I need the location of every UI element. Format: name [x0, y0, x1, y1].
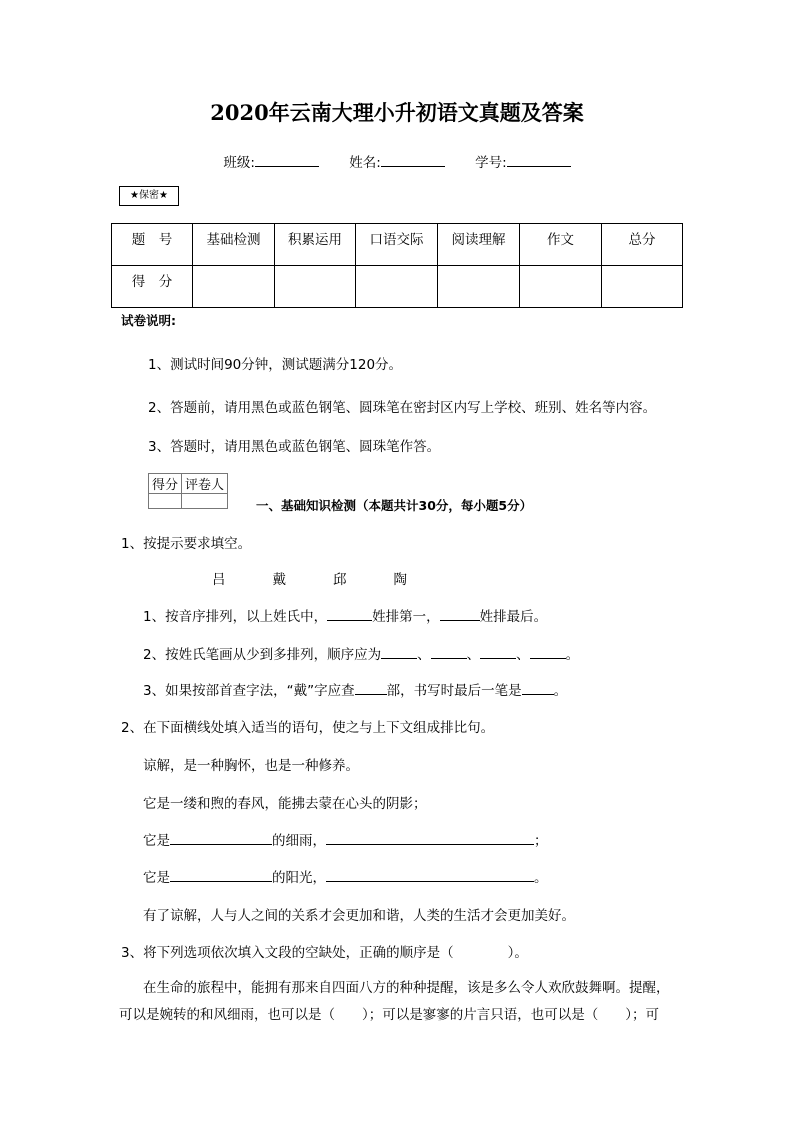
id-blank [507, 154, 571, 167]
answer-blank[interactable] [381, 646, 417, 659]
section-heading: 一、基础知识检测（本题共计30分，每小题5分） [256, 498, 533, 513]
class-label: 班级: [223, 155, 255, 171]
surname: 戴 [272, 572, 286, 588]
question-1-sub-3: 3、如果按部首查字法，“戴”字应查 部，书写时最后一笔是 。 [143, 683, 568, 699]
score-table-header: 口语交际 [356, 224, 438, 266]
score-row-label: 得 分 [112, 266, 193, 308]
score-table-header: 基础检测 [193, 224, 275, 266]
question-2-fill-line: 它是 的细雨， ； [143, 833, 548, 849]
question-2-fill-line: 它是 的阳光， 。 [143, 870, 548, 886]
name-label: 姓名: [349, 155, 381, 171]
grader-box [148, 473, 228, 509]
surname: 邱 [333, 572, 347, 588]
question-1-prompt: 1、按提示要求填空。 [121, 536, 252, 552]
surname: 陶 [393, 572, 407, 588]
answer-blank[interactable] [170, 832, 272, 845]
answer-blank[interactable] [170, 869, 272, 882]
answer-blank[interactable] [327, 608, 372, 621]
answer-blank[interactable] [355, 682, 387, 695]
score-table-header: 总分 [602, 224, 683, 266]
score-cell[interactable] [275, 266, 356, 308]
score-table-header: 积累运用 [275, 224, 356, 266]
surname-list [212, 568, 454, 588]
answer-blank[interactable] [326, 832, 534, 845]
question-2-prompt: 2、在下面横线处填入适当的语句，使之与上下文组成排比句。 [121, 720, 495, 736]
question-1-sub-2: 2、按姓氏笔画从少到多排列，顺序应为 、 、 、 。 [143, 647, 580, 663]
answer-blank[interactable] [480, 646, 516, 659]
score-table-header: 阅读理解 [438, 224, 520, 266]
question-2-line: 谅解，是一种胸怀，也是一种修养。 [143, 758, 359, 774]
question-2-line: 有了谅解，人与人之间的关系才会更加和谐，人类的生活才会更加美好。 [143, 908, 575, 924]
score-cell[interactable] [356, 266, 438, 308]
answer-blank[interactable] [522, 682, 554, 695]
score-table [111, 223, 683, 308]
name-blank [381, 154, 445, 167]
score-table-header-row [112, 224, 683, 266]
score-table-score-row [112, 266, 683, 308]
class-blank [255, 154, 319, 167]
secret-badge: ★保密★ [119, 186, 179, 206]
question-2-line: 它是一缕和煦的春风，能拂去蒙在心头的阴影； [143, 796, 427, 812]
grader-name-label: 评卷人 [182, 474, 228, 494]
score-cell[interactable] [438, 266, 520, 308]
grader-score-label: 得分 [149, 474, 182, 494]
score-cell[interactable] [520, 266, 602, 308]
score-cell[interactable] [602, 266, 683, 308]
question-3-passage: 在生命的旅程中，能拥有那来自四面八方的种种提醒，该是多么令人欢欣鼓舞啊。提醒， [143, 980, 670, 996]
student-info-line [0, 151, 794, 171]
page-title: 2020年云南大理小升初语文真题及答案 [210, 100, 584, 125]
question-1-sub-1: 1、按音序排列，以上姓氏中， 姓排第一， 姓排最后。 [143, 609, 548, 625]
score-table-header: 题 号 [112, 224, 193, 266]
instruction-item: 3、答题时，请用黑色或蓝色钢笔、圆珠笔作答。 [148, 439, 441, 455]
answer-blank[interactable] [326, 869, 534, 882]
answer-blank[interactable] [440, 608, 480, 621]
answer-blank[interactable] [530, 646, 566, 659]
grader-score-cell[interactable] [149, 494, 182, 509]
instruction-item: 1、测试时间90分钟，测试题满分120分。 [148, 357, 403, 373]
grader-name-cell[interactable] [182, 494, 228, 509]
instruction-item: 2、答题前，请用黑色或蓝色钢笔、圆珠笔在密封区内写上学校、班别、姓名等内容。 [148, 400, 657, 416]
question-3-passage: 可以是婉转的和风细雨，也可以是（ ）；可以是寥寥的片言只语，也可以是（ ）；可 [119, 1007, 659, 1023]
answer-blank[interactable] [431, 646, 467, 659]
surname: 吕 [212, 572, 226, 588]
instructions-title: 试卷说明: [121, 313, 176, 328]
id-label: 学号: [475, 155, 507, 171]
question-3-prompt: 3、将下列选项依次填入文段的空缺处，正确的顺序是（ ）。 [121, 945, 528, 961]
score-cell[interactable] [193, 266, 275, 308]
score-table-header: 作文 [520, 224, 602, 266]
